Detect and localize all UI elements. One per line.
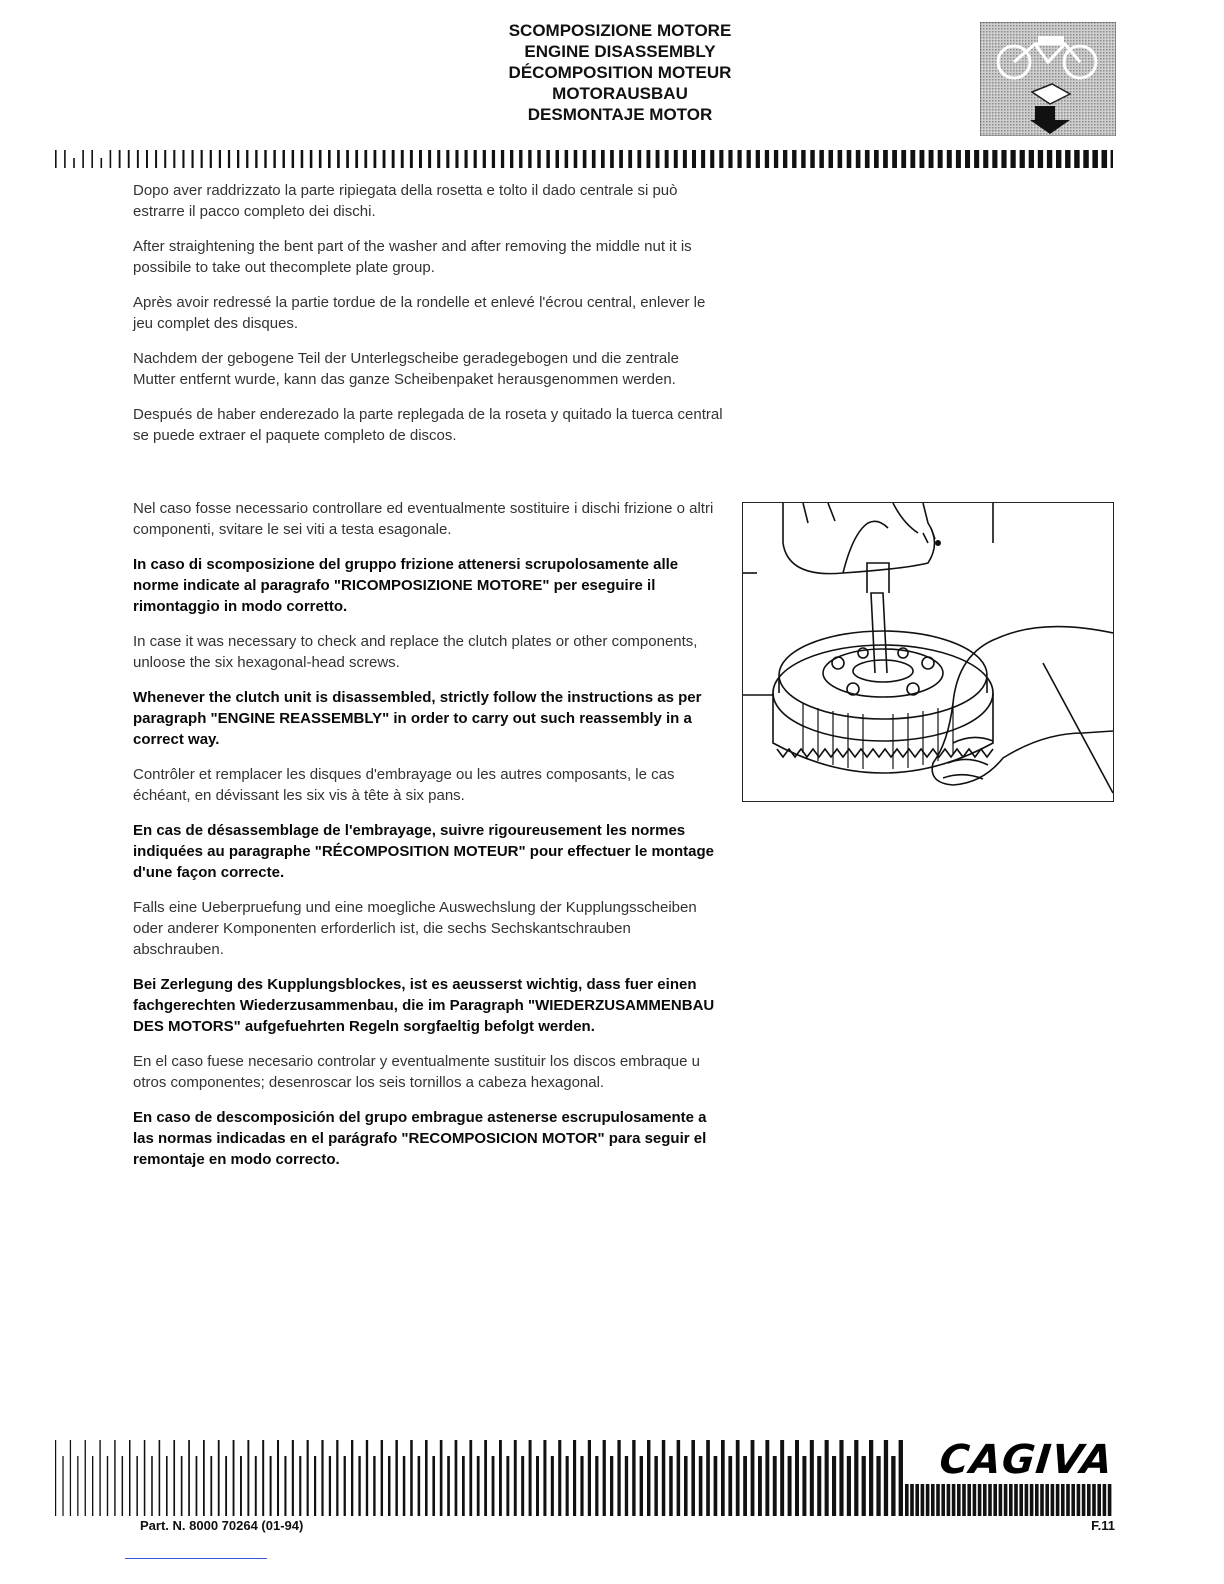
clutch-disassembly-illustration — [742, 502, 1114, 802]
paragraph: En caso de descomposición del grupo embrague astenerse escrupulosamente a las normas indicadas en el parágrafo "RECOMPOSICION MOTOR" para seguir el remontaje en modo correcto. — [133, 1109, 707, 1168]
paragraph: Bei Zerlegung des Kupplungsblockes, ist es aeusserst wichtig, dass fuer einen fachgerechten Wiederzusammenbau, die im Paragraph "WIEDERZUSAMMENBAU DES MOTORS" aufgefuehrten Regeln sorgfaeltig befolgt werden. — [133, 976, 715, 1035]
section-titles — [470, 20, 770, 125]
paragraph: Whenever the clutch unit is disassembled, strictly follow the instructions as per paragraph "ENGINE REASSEMBLY" in order to carry out such reassembly in a correct way. — [133, 689, 702, 748]
paragraph: In caso di scomposizione del gruppo frizione attenersi scrupolosamente alle norme indicate al paragrafo "RICOMPOSIZIONE MOTORE" per eseguire il rimontaggio in modo corretto. — [133, 556, 679, 615]
title-es: DESMONTAJE MOTOR — [527, 105, 713, 124]
paragraph: In case it was necessary to check and replace the clutch plates or other components, unloose the six hexagonal-head screws. — [133, 633, 698, 671]
title-fr: DÉCOMPOSITION MOTEUR — [508, 63, 732, 82]
logo-bar-strip — [905, 1484, 1113, 1516]
paragraph: Dopo aver raddrizzato la parte ripiegata della rosetta e tolto il dado centrale si può estrarre il pacco completo dei dischi. — [133, 182, 678, 220]
page-id: F.11 — [1091, 1518, 1115, 1533]
paragraph-group-1 — [133, 180, 723, 460]
paragraph: After straightening the bent part of the washer and after removing the middle nut it is possibile to take out thecomplete plate group. — [133, 238, 692, 276]
footnote-rule — [125, 1558, 267, 1559]
paragraph: Falls eine Ueberpruefung und eine moegliche Auswechslung der Kupplungsscheiben oder anderer Komponenten erforderlich ist, die sechs Sechskantschrauben abschrauben. — [133, 899, 697, 958]
paragraph: Después de haber enderezado la parte replegada de la roseta y quitado la tuerca central se puede extraer el paquete completo de discos. — [133, 406, 723, 444]
motorcycle-engine-section-icon — [980, 22, 1116, 136]
title-en: ENGINE DISASSEMBLY — [524, 42, 716, 61]
paragraph: Après avoir redressé la partie tordue de la rondelle et enlevé l'écrou central, enlever le jeu complet des disques. — [133, 294, 706, 332]
paragraph: Nel caso fosse necessario controllare ed eventualmente sostituire i dischi frizione o altri componenti, svitare le sei viti a testa esagonale. — [133, 500, 714, 538]
paragraph-group-2 — [133, 498, 723, 1184]
part-number: Part. N. 8000 70264 (01-94) — [140, 1518, 304, 1533]
paragraph: Nachdem der gebogene Teil der Unterlegscheibe geradegebogen und die zentrale Mutter entfernt wurde, kann das ganze Scheibenpaket herausgenommen werden. — [133, 350, 679, 388]
decorative-barcode-strip — [55, 1440, 905, 1516]
decorative-bar-strip — [55, 150, 1113, 168]
paragraph: En el caso fuese necesario controlar y eventualmente sustituir los discos embraque u otros componentes; desenroscar los seis tornillos a cabeza hexagonal. — [133, 1053, 700, 1091]
paragraph: En cas de désassemblage de l'embrayage, suivre rigoureusement les normes indiquées au paragraphe "RÉCOMPOSITION MOTEUR" pour effectuer le montage d'une façon correcte. — [133, 822, 714, 881]
title-de: MOTORAUSBAU — [552, 84, 688, 103]
paragraph: Contrôler et remplacer les disques d'embrayage ou les autres composants, le cas échéant, en dévissant les six vis à tête à six pans. — [133, 766, 675, 804]
brand-logo: CAGIVA — [937, 1437, 1116, 1483]
title-it: SCOMPOSIZIONE MOTORE — [508, 21, 732, 40]
